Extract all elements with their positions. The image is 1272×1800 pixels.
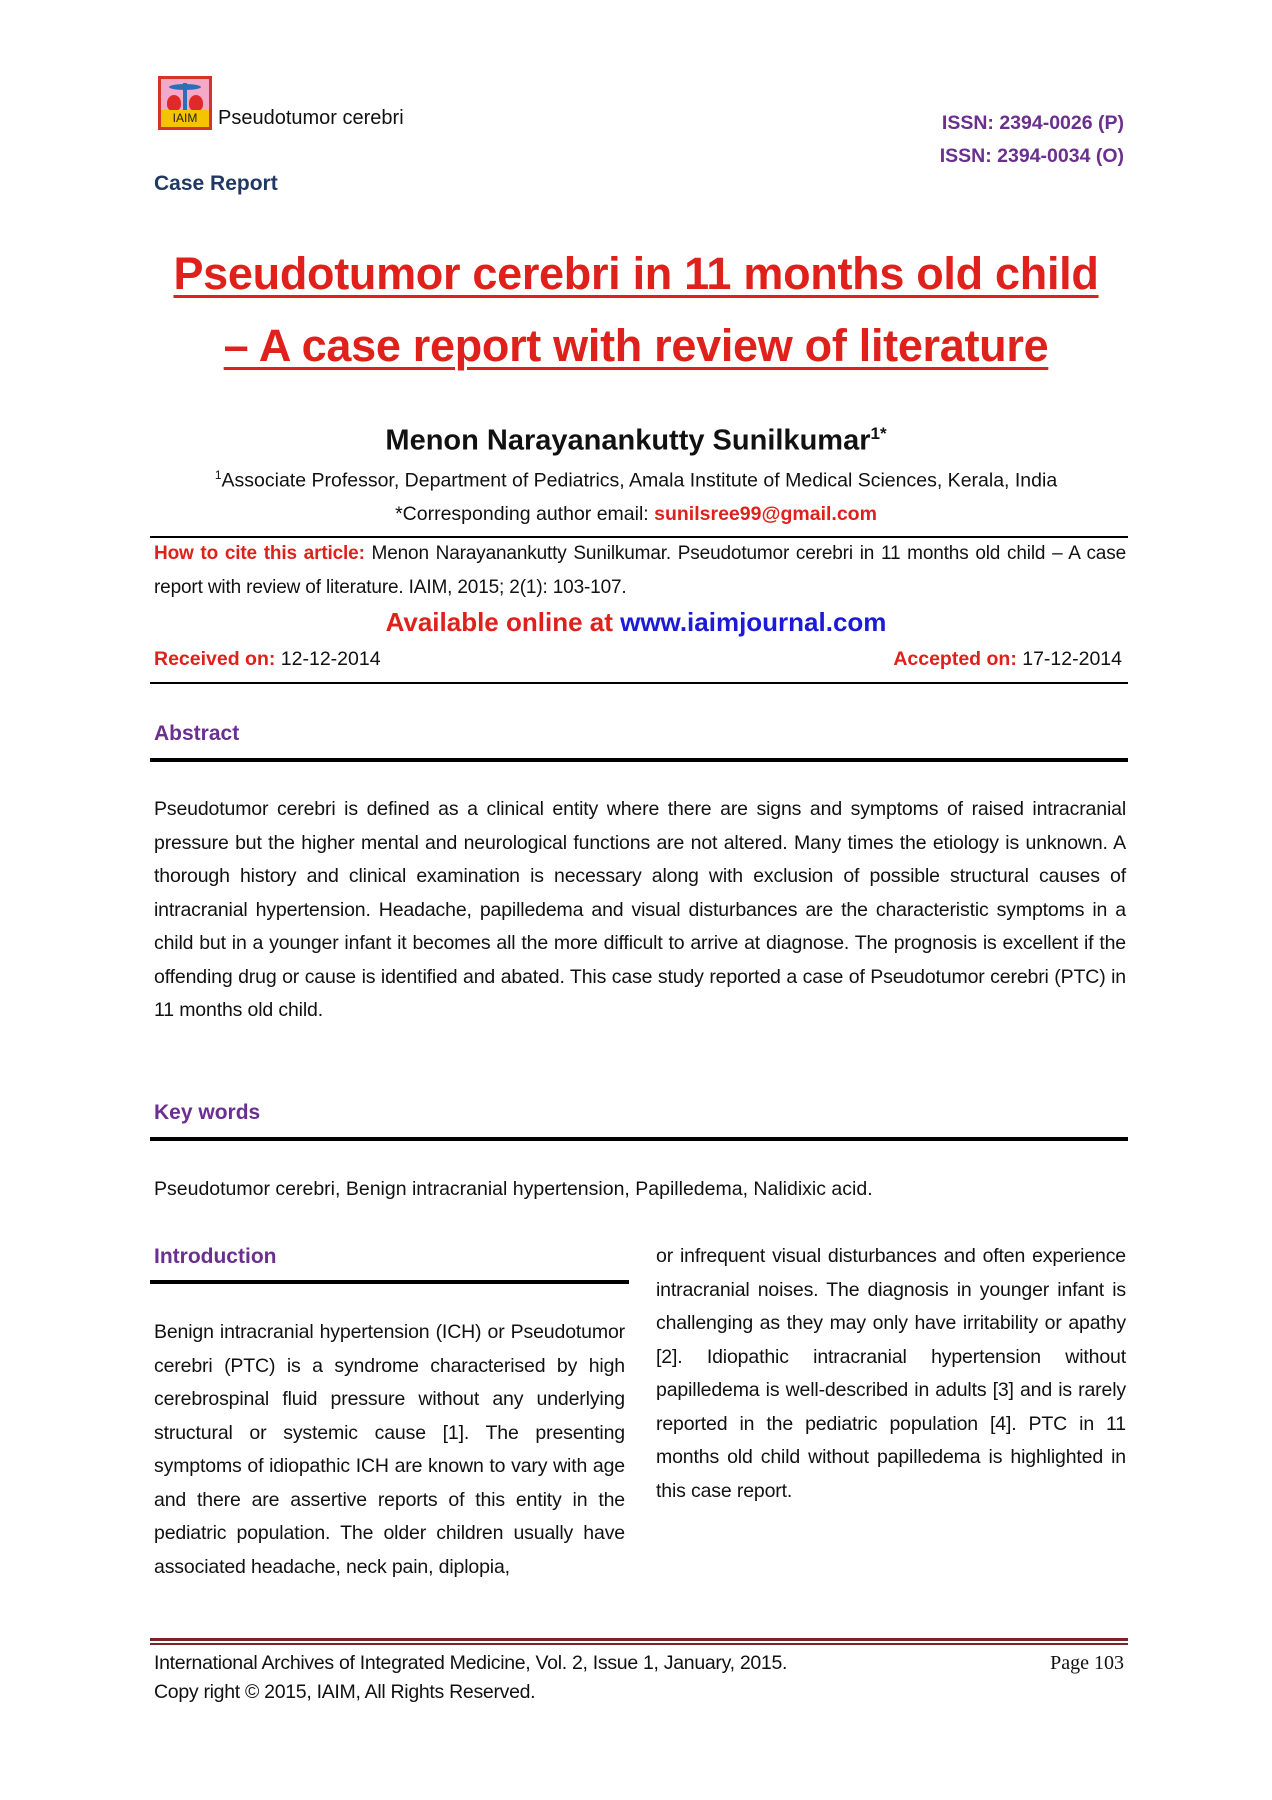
abstract-text: Pseudotumor cerebri is defined as a clinical entity where there are signs and symptoms of raised intracranial pressure but the higher mental and neurological functions are not altered. Many times the etiology is unknown. A thorough history and clinical examination is necessary along with exclusion of possible structural causes of intracranial hypertension. Headache, papilledema and visual disturbances are the characteristic symptoms in a child but in a younger infant it becomes all the more difficult to arrive at diagnose. The prognosis is excellent if the offending drug or cause is identified and abated. This case study reported a case of Pseudotumor cerebri (PTC) in 11 months old child. [154, 798, 1126, 1021]
introduction-left-column: Benign intracranial hypertension (ICH) or Pseudotumor cerebri (PTC) is a syndrome characterised by high cerebrospinal fluid pressure without any underlying structural or systemic cause [1]. The presenting symptoms of idiopathic ICH are known to vary with age and there are assertive reports of this entity in the pediatric population. The older children usually have associated headache, neck pain, diplopia, [154, 1321, 625, 1578]
keywords-heading: Key words [154, 1101, 261, 1124]
keywords-text: Pseudotumor cerebri, Benign intracranial hypertension, Papilledema, Nalidixic acid. [154, 1178, 873, 1200]
footer-journal: International Archives of Integrated Medicine, Vol. 2, Issue 1, January, 2015. [154, 1652, 788, 1674]
affiliation: $^1$Associate Professor, Department of Pediatrics, Amala Institute of Medical Sciences, Kerala, India [214, 468, 1058, 492]
issn-print: ISSN: 2394-0026 (P) [941, 112, 1124, 134]
accepted-date: Accepted on: 17-12-2014 [893, 648, 1122, 670]
title-line-1: Pseudotumor cerebri in 11 months old child [173, 248, 1099, 299]
journal-url-link[interactable]: www.iaimjournal.com [620, 607, 887, 637]
footer-copyright: Copy right © 2015, IAIM, All Rights Reserved. [154, 1681, 536, 1703]
author-name: Menon Narayanankutty Sunilkumar$^{1*}$ [385, 424, 887, 457]
email-link[interactable]: sunilsree99@gmail.com [654, 503, 877, 525]
divider [150, 758, 1128, 762]
introduction-right-column: or infrequent visual disturbances and often experience intracranial noises. The diagnosis in younger infant is challenging as they may only have irritability or apathy [2]. Idiopathic intracranial hypertension without papilledema is well-described in adults [3] and is rarely reported in the pediatric population [4]. PTC in 11 months old child without papilledema is highlighted in this case report. [656, 1245, 1126, 1502]
divider [150, 682, 1128, 684]
page-number: Page 103 [1050, 1652, 1124, 1674]
citation: How to cite this article: Menon Narayanankutty Sunilkumar. Pseudotumor cerebri in 11 months old child – A case report with review of literature. IAIM, 2015; 2(1): 103-107. [154, 543, 1126, 598]
article-type: Case Report [154, 172, 278, 195]
issn-block [940, 107, 1124, 173]
divider [150, 1280, 629, 1284]
article-title [150, 238, 1122, 382]
footer-rule-bottom [150, 1643, 1128, 1645]
introduction-heading: Introduction [154, 1245, 277, 1268]
divider [150, 1137, 1128, 1141]
footer-rule-top [150, 1638, 1128, 1641]
issn-online: ISSN: 2394-0034 (O) [939, 145, 1124, 167]
received-date: Received on: 12-12-2014 [154, 648, 381, 670]
abstract-heading: Abstract [154, 722, 240, 745]
running-title: Pseudotumor cerebri [218, 107, 404, 129]
available-online: Available online at www.iaimjournal.com [385, 607, 887, 637]
corresponding-author: *Corresponding author email: sunilsree99@gmail.com [395, 503, 877, 525]
title-line-2: – A case report with review of literature [223, 320, 1049, 371]
iaim-logo: IAIM [158, 76, 212, 130]
